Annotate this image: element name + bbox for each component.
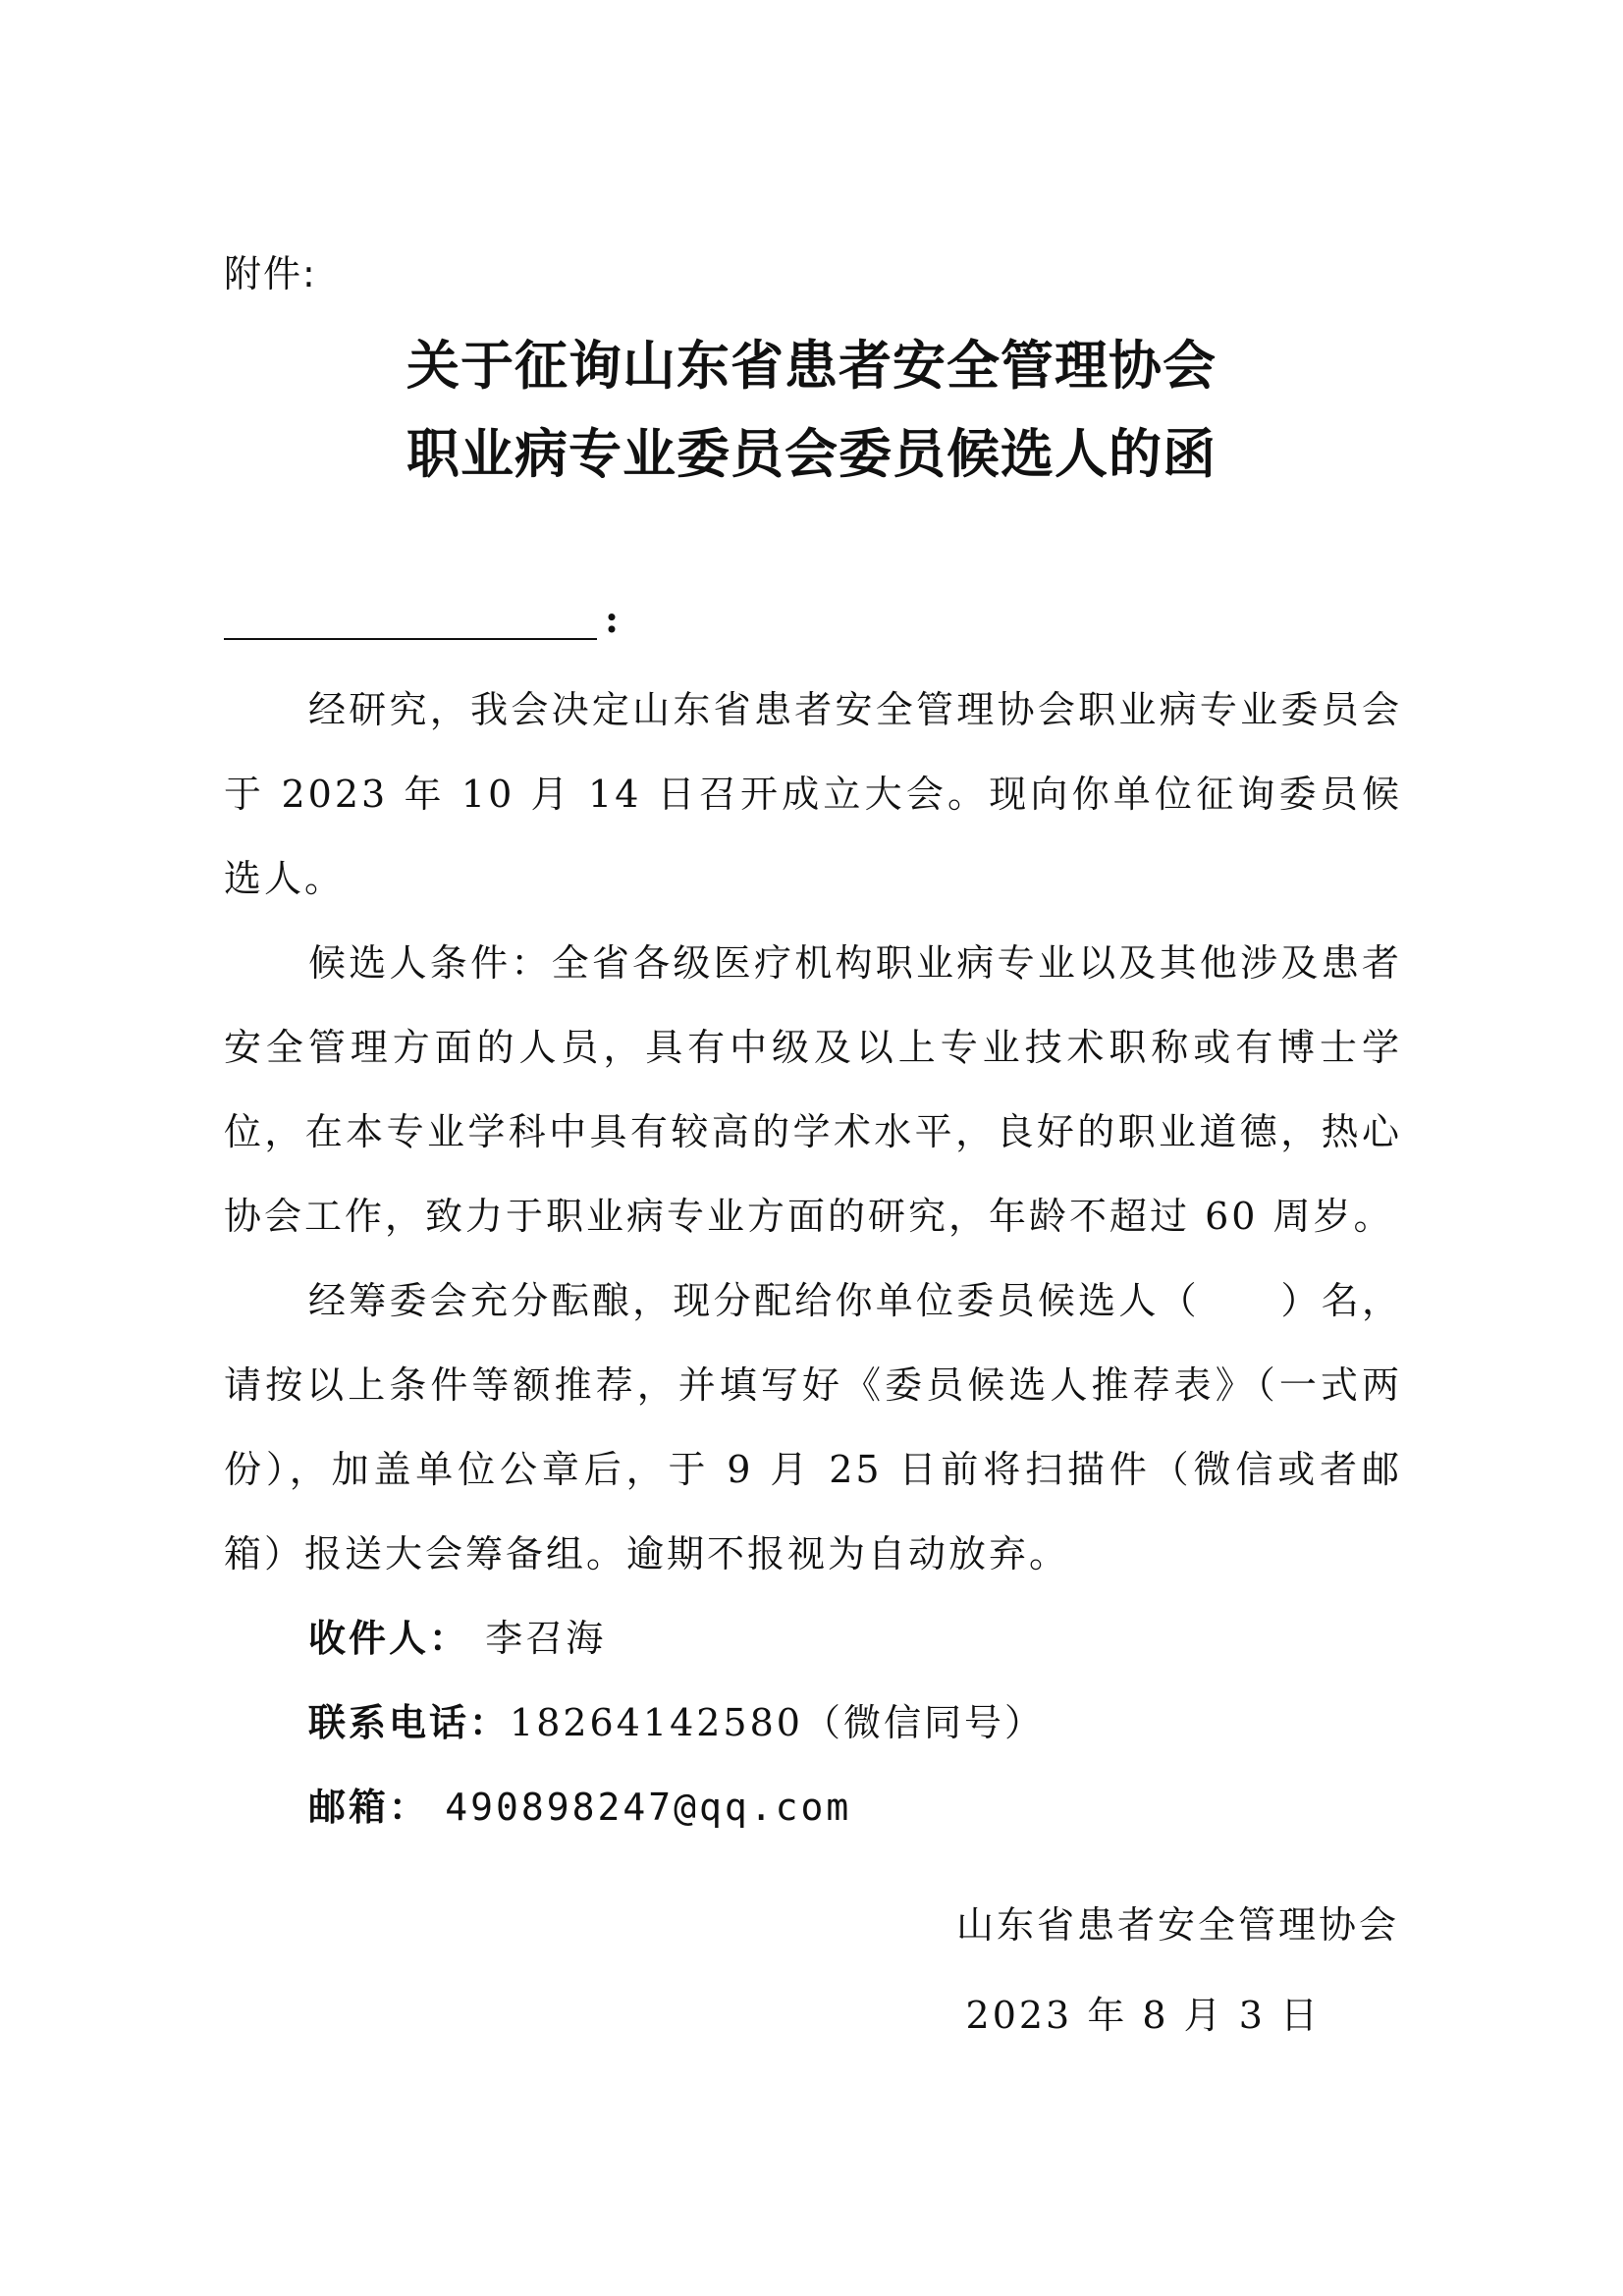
recipient-blank-line: [224, 638, 597, 640]
signature-date: 2023 年 8 月 3 日: [965, 1994, 1321, 2037]
phone-line: [224, 1681, 1402, 1765]
letter-body: [224, 667, 1402, 1849]
salutation-colon: :: [605, 597, 620, 641]
paragraph-meeting-notice: 经研究，我会决定山东省患者安全管理协会职业病专业委员会于 2023 年 10 月 14 日召开成立大会。现向你单位征询委员候选人。: [224, 688, 1402, 900]
phone-number: 18264142580（微信同号）: [510, 1701, 1045, 1744]
signature-block: [956, 1880, 1399, 2060]
email-line: [224, 1765, 1402, 1849]
document-title-line-2: 职业病专业委员会委员候选人的函: [406, 423, 1217, 485]
attachment-label: 附件:: [224, 252, 317, 295]
recipient-label: 收件人：: [308, 1617, 470, 1660]
paragraph-submission-instructions: 经筹委会充分酝酿，现分配给你单位委员候选人（ ）名，请按以上条件等额推荐，并填写好《委员候选人推荐表》（一式两份），加盖单位公章后，于 9 月 25 日前将扫描件（微信或者邮箱）报送大会筹备组。逾期不报视为自动放弃。: [224, 1279, 1402, 1575]
signature-organization: 山东省患者安全管理协会: [955, 1903, 1399, 1947]
recipient-line: [224, 1596, 1402, 1681]
email-address: 490898247@qq.com: [445, 1786, 852, 1829]
salutation: [224, 597, 636, 640]
paragraph-candidate-conditions: 候选人条件：全省各级医疗机构职业病专业以及其他涉及患者安全管理方面的人员，具有中级及以上专业技术职称或有博士学位，在本专业学科中具有较高的学术水平，良好的职业道德，热心协会工作，致力于职业病专业方面的研究，年龄不超过 60 周岁。: [224, 941, 1402, 1238]
email-label: 邮箱：: [308, 1786, 430, 1829]
recipient-name: 李召海: [485, 1617, 607, 1660]
document-title-line-1: 关于征询山东省患者安全管理协会: [406, 335, 1217, 397]
phone-label: 联系电话：: [308, 1701, 511, 1744]
